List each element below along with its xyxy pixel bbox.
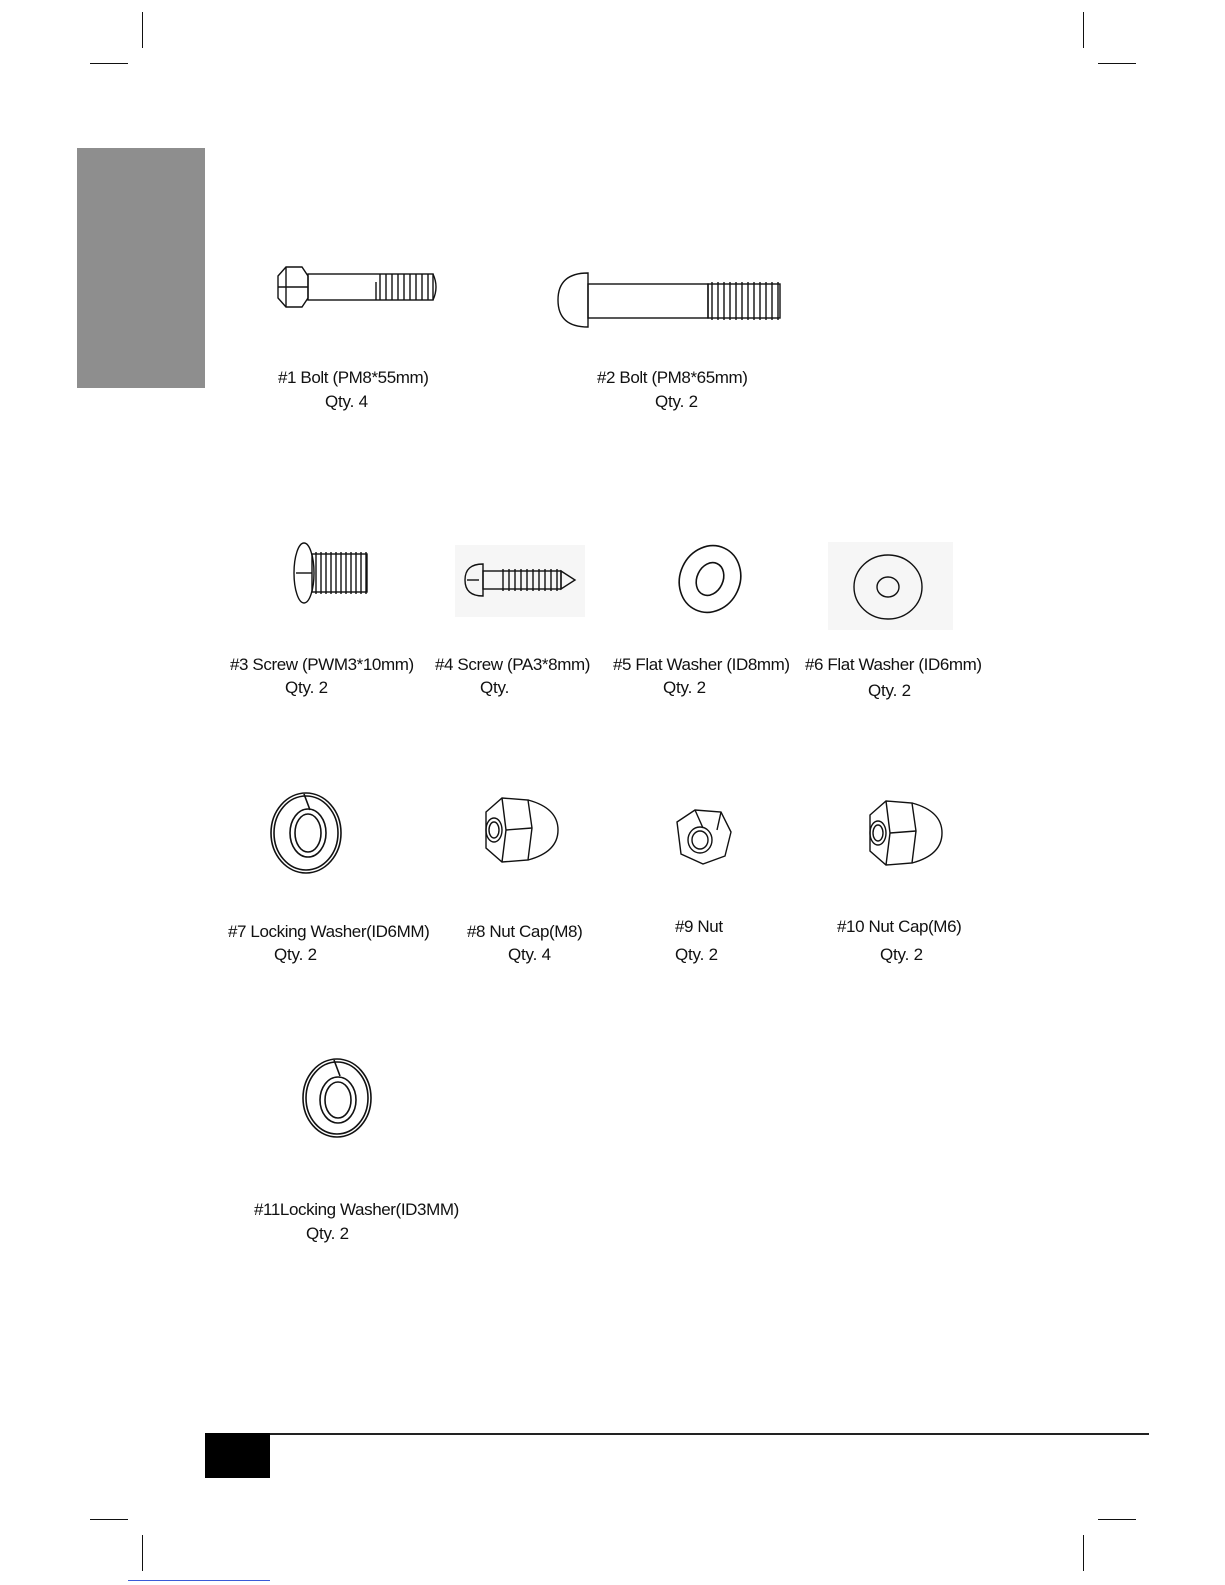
section-side-tab [77,148,205,388]
part-qty: Qty. 2 [880,945,923,964]
footer-rule [205,1433,1149,1435]
crop-mark-bottom-left-v [142,1535,143,1571]
crop-mark-top-right-h [1098,63,1136,64]
crop-mark-top-right-v [1083,12,1084,48]
part-qty: Qty. 2 [274,945,317,964]
part-qty: Qty. 2 [675,945,718,964]
part-qty: Qty. 2 [306,1224,349,1243]
acorn-nut-icon [480,790,560,870]
part-label: #8 Nut Cap(M8) [467,922,583,941]
part-qty: Qty. 4 [508,945,551,964]
part-label: #2 Bolt (PM8*65mm) [597,368,748,387]
part-qty: Qty. 2 [663,678,706,697]
part-qty: Qty. [480,678,510,697]
part-label: #6 Flat Washer (ID6mm) [805,655,982,674]
hex-nut-icon [673,806,735,868]
acorn-nut-icon [864,793,944,873]
hex-bolt-icon [272,262,447,317]
round-head-bolt-icon [558,268,793,334]
part-label: #9 Nut [675,917,723,936]
machine-screw-icon [292,540,372,606]
crop-mark-top-left-h [90,63,128,64]
part-qty: Qty. 2 [868,681,911,700]
part-label: #1 Bolt (PM8*55mm) [278,368,429,387]
part-label: #5 Flat Washer (ID8mm) [613,655,790,674]
crop-mark-top-left-v [142,12,143,48]
part-qty: Qty. 2 [655,392,698,411]
crop-mark-bottom-right-v [1083,1535,1084,1571]
bottom-link-underline [128,1580,270,1581]
tapping-screw-icon [463,560,583,600]
part-qty: Qty. 4 [325,392,368,411]
flat-washer-icon [675,543,745,615]
part-label: #11Locking Washer(ID3MM) [254,1200,459,1219]
page-number-block [205,1433,270,1478]
flat-washer-icon [852,552,924,622]
lock-washer-icon [268,790,344,876]
crop-mark-bottom-left-h [90,1519,128,1520]
part-label: #3 Screw (PWM3*10mm) [230,655,414,674]
part-qty: Qty. 2 [285,678,328,697]
lock-washer-icon [300,1056,374,1140]
crop-mark-bottom-right-h [1098,1519,1136,1520]
part-label: #4 Screw (PA3*8mm) [435,655,590,674]
part-label: #7 Locking Washer(ID6MM) [228,922,430,941]
part-label: #10 Nut Cap(M6) [837,917,962,936]
